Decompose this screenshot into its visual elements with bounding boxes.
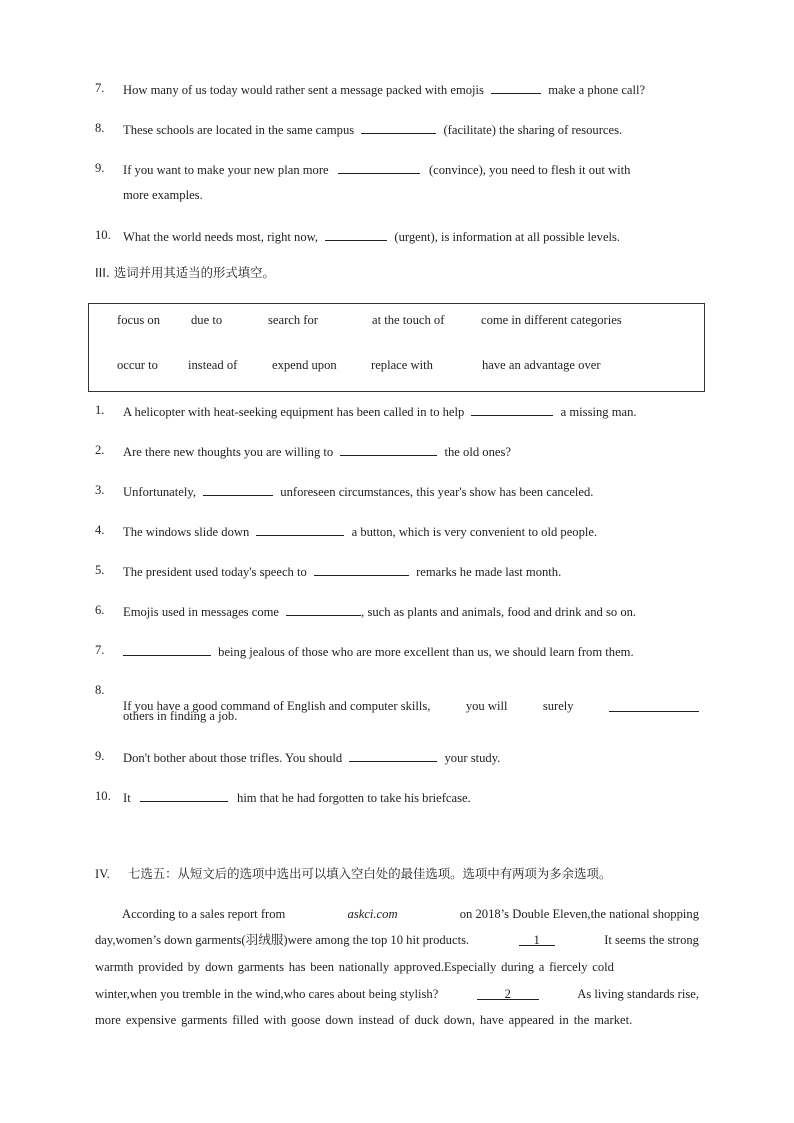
answer-blank[interactable] bbox=[361, 120, 436, 134]
answer-blank[interactable] bbox=[256, 522, 344, 536]
exercise-item: 1. A helicopter with heat-seeking equipment has been called in to help a missing man. bbox=[95, 403, 637, 419]
exercise-item: 7. being jealous of those who are more excellent than us, we should learn from them. bbox=[95, 643, 634, 659]
exercise-item: 9. If you want to make your new plan more (convince), you need to flesh it out with bbox=[95, 161, 631, 177]
item-number: 8. bbox=[95, 121, 105, 135]
item-number: 5. bbox=[95, 563, 105, 577]
answer-blank[interactable] bbox=[491, 80, 541, 94]
exercise-item: 8. These schools are located in the same campus (facilitate) the sharing of resources. bbox=[95, 121, 623, 137]
item-number: 10. bbox=[95, 789, 111, 803]
word-option: have an advantage over bbox=[482, 358, 601, 372]
item-number: 9. bbox=[95, 749, 105, 763]
answer-blank[interactable] bbox=[338, 160, 420, 174]
item-number: 7. bbox=[95, 81, 105, 95]
passage-line: more expensive garments filled with goose down instead of duck down, have appeared in the market. bbox=[95, 1013, 633, 1027]
item-number: 6. bbox=[95, 603, 105, 617]
section-heading: IV. 七选五：从短文后的选项中选出可以填入空白处的最佳选项。选项中有两项为多余选项。 bbox=[95, 866, 612, 881]
answer-blank[interactable] bbox=[471, 402, 553, 416]
item-continuation: more examples. bbox=[123, 188, 203, 202]
word-option: focus on bbox=[117, 313, 161, 327]
section-heading: III. 选词并用其适当的形式填空。 bbox=[95, 265, 275, 280]
exercise-item: 4. The windows slide down a button, which is very convenient to old people. bbox=[95, 523, 598, 539]
word-option: occur to bbox=[117, 358, 158, 372]
passage-blank-1[interactable]: 1 bbox=[519, 932, 555, 946]
item-number: 3. bbox=[95, 483, 105, 497]
item-number: 7. bbox=[95, 643, 105, 657]
passage-blank-2[interactable]: 2 bbox=[477, 986, 539, 1000]
answer-blank[interactable] bbox=[349, 748, 437, 762]
word-option: come in different categories bbox=[481, 313, 622, 327]
passage-line: According to a sales report from askci.com on 2018’s Double Eleven,the national shopping bbox=[122, 907, 699, 921]
word-option: search for bbox=[268, 313, 318, 327]
passage-line: winter,when you tremble in the wind,who cares about being stylish? 2 As living standards rise, bbox=[95, 987, 699, 1001]
word-option: expend upon bbox=[272, 358, 337, 372]
item-number: 4. bbox=[95, 523, 105, 537]
exercise-item: 2. Are there new thoughts you are willing to the old ones? bbox=[95, 443, 511, 459]
exercise-item: 6. Emojis used in messages come , such as plants and animals, food and drink and so on. bbox=[95, 603, 637, 619]
passage-line: warmth provided by down garments has been nationally approved.Especially during a fiercely cold bbox=[95, 960, 614, 974]
passage-line: day,women’s down garments(羽绒服)were among the top 10 hit products. 1 It seems the strong bbox=[95, 933, 699, 947]
item-number: 9. bbox=[95, 161, 105, 175]
item-number: 8. bbox=[95, 683, 105, 697]
word-option: due to bbox=[191, 313, 223, 327]
exercise-item: 10. What the world needs most, right now, (urgent), is information at all possible levels. bbox=[95, 228, 621, 244]
exercise-item: 10. It him that he had forgotten to take his briefcase. bbox=[95, 789, 471, 805]
item-continuation: others in finding a job. bbox=[123, 709, 238, 723]
exercise-item: 5. The president used today's speech to remarks he made last month. bbox=[95, 563, 562, 579]
word-bank bbox=[88, 303, 705, 392]
word-option: replace with bbox=[371, 358, 433, 372]
answer-blank[interactable] bbox=[325, 227, 387, 241]
word-option: at the touch of bbox=[372, 313, 445, 327]
exercise-item: 7. How many of us today would rather sent a message packed with emojis make a phone call? bbox=[95, 81, 646, 97]
answer-blank[interactable] bbox=[609, 698, 699, 712]
source-site: askci.com bbox=[347, 907, 398, 921]
exercise-item: 3. Unfortunately, unforeseen circumstances, this year's show has been canceled. bbox=[95, 483, 594, 499]
answer-blank[interactable] bbox=[140, 788, 228, 802]
item-number: 2. bbox=[95, 443, 105, 457]
item-number: 10. bbox=[95, 228, 111, 242]
exercise-item: 8. If you have a good command of English and computer skills, you will surely bbox=[95, 682, 699, 698]
answer-blank[interactable] bbox=[203, 482, 273, 496]
answer-blank[interactable] bbox=[314, 562, 409, 576]
item-number: 1. bbox=[95, 403, 105, 417]
answer-blank[interactable] bbox=[286, 602, 361, 616]
word-option: instead of bbox=[188, 358, 238, 372]
exercise-item: 9. Don't bother about those trifles. You should your study. bbox=[95, 749, 501, 765]
answer-blank[interactable] bbox=[123, 642, 211, 656]
answer-blank[interactable] bbox=[340, 442, 437, 456]
